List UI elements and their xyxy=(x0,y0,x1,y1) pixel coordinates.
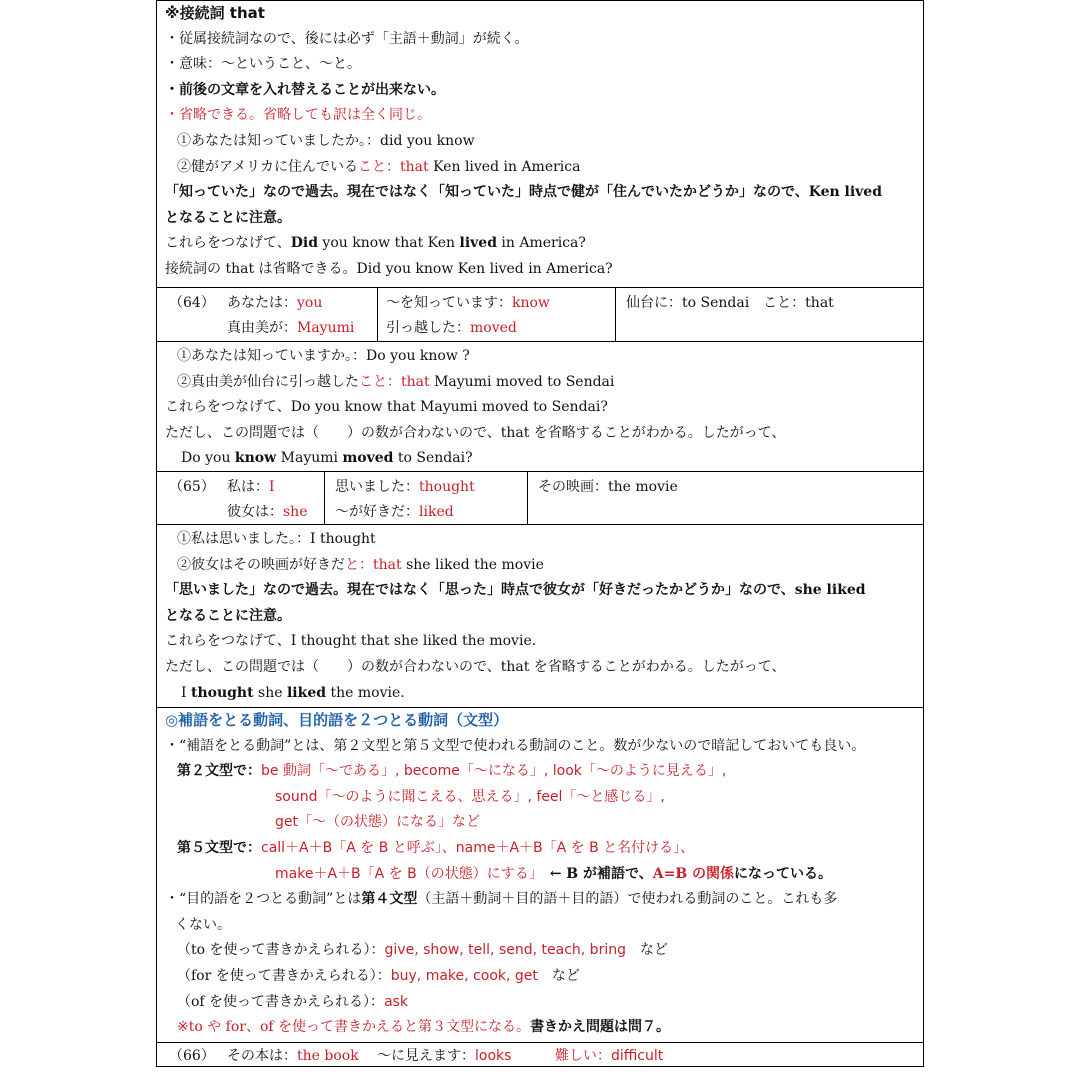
text: the movie. xyxy=(326,684,405,701)
text-line xyxy=(165,155,923,181)
text-line-bold: となることに注意。 xyxy=(165,607,291,624)
text: Do you xyxy=(181,450,235,467)
text: ②健がアメリカに住んでいる xyxy=(177,158,359,175)
question-number: （65） xyxy=(169,479,215,495)
word-answer: liked xyxy=(419,504,454,520)
text-bold: 第５文型で： xyxy=(177,839,261,856)
text-line xyxy=(165,964,923,990)
word-answer: she xyxy=(283,504,308,520)
word-cell xyxy=(157,288,378,341)
text-line xyxy=(165,446,923,472)
word-answer: difficult xyxy=(611,1048,664,1064)
word-label: 真由美が： xyxy=(227,320,297,336)
text-line xyxy=(165,990,923,1016)
word-answer: Mayumi xyxy=(297,320,355,336)
text: ②真由美が仙台に引っ越した xyxy=(177,373,359,390)
text-bold: Did xyxy=(290,235,318,252)
text-line xyxy=(165,938,923,964)
text-line-bold: 「思いました」なので過去。現在ではなく「思った」時点で彼女が「好きだったかどうか」なので、she liked xyxy=(165,582,866,599)
word-answer: the book xyxy=(297,1048,359,1064)
text-red: こと：that xyxy=(358,158,429,175)
text-line xyxy=(165,836,923,862)
word-label: 難しい： xyxy=(555,1048,611,1064)
text-line xyxy=(165,759,923,785)
text-bold: moved xyxy=(342,450,394,467)
text: これらをつなげて、 xyxy=(165,235,291,252)
word-label: 仙台に：to Sendai こと：that xyxy=(626,295,834,311)
text-line-red: sound「～のように聞こえる、思える」, feel「～と感じる」, xyxy=(275,788,665,805)
text: she xyxy=(253,684,287,701)
text-bold: になっている。 xyxy=(734,865,833,882)
section-explanation-65 xyxy=(157,525,923,708)
word-label: 思いました： xyxy=(335,479,419,495)
word-cell xyxy=(378,288,616,341)
text: I xyxy=(181,684,191,701)
text-line xyxy=(165,681,923,707)
text-line xyxy=(165,862,923,888)
word-answer: looks xyxy=(475,1048,512,1064)
text-line: 接続詞の that は省略できる。Did you know Ken lived in America? xyxy=(165,260,613,277)
text-bold: know xyxy=(234,450,277,467)
text: など xyxy=(537,967,580,984)
text-line: ①私は思いました。：I thought xyxy=(177,531,376,547)
text-red: こと：that xyxy=(359,373,430,390)
text: ・“目的語を２つとる動詞”とは xyxy=(165,891,362,908)
text: （主語＋動詞＋目的語＋目的語）で使われる動詞のこと。これも多 xyxy=(417,891,838,908)
word-answer: moved xyxy=(470,320,517,336)
word-label: ～に見えます： xyxy=(377,1048,475,1064)
text-red: ※to や for、of を使って書きかえると第３文型になる。 xyxy=(177,1019,531,1036)
text-line-bold: ・前後の文章を入れ替えることが出来ない。 xyxy=(165,81,445,98)
text-bold: thought xyxy=(190,684,254,701)
text-line: ・従属接続詞なので、後には必ず「主語＋動詞」が続く。 xyxy=(165,30,529,47)
word-answer: know xyxy=(512,295,550,311)
word-table-64 xyxy=(157,288,923,342)
text-line: ①あなたは知っていますか。：Do you know ? xyxy=(177,348,470,364)
text-red: make＋A＋B「A を B（の状態）にする」 xyxy=(275,865,536,882)
question-number: （66） xyxy=(169,1048,215,1064)
text: Ken lived in America xyxy=(428,158,581,175)
text-line xyxy=(165,887,923,913)
word-table-66 xyxy=(157,1043,923,1067)
text-line: ただし、この問題では（ ）の数が合わないので、that を省略することがわかる。したがって、 xyxy=(165,424,786,441)
word-label: ～が好きだ： xyxy=(335,504,419,520)
text-red: ask xyxy=(384,993,409,1010)
text: she liked the movie xyxy=(401,556,544,573)
text-line: これらをつなげて、I thought that she liked the movie. xyxy=(165,633,537,650)
word-label: 彼女は： xyxy=(227,504,283,520)
text: to Sendai? xyxy=(393,450,473,467)
word-answer: you xyxy=(297,295,323,311)
word-cell xyxy=(157,472,325,524)
word-answer: I xyxy=(269,479,275,495)
text-line: これらをつなげて、Do you know that Mayumi moved to Sendai? xyxy=(165,399,608,416)
text-line-bold: となることに注意。 xyxy=(165,209,291,226)
text-line: くない。 xyxy=(175,916,231,933)
text-red: と：that xyxy=(345,556,402,573)
text-red: buy, make, cook, get xyxy=(390,967,538,984)
text-bold: liked xyxy=(286,684,327,701)
section-that-conjunction xyxy=(157,1,923,288)
word-label: 私は： xyxy=(227,479,269,495)
word-label: あなたは： xyxy=(227,295,297,311)
text-bold: 書きかえ問題は問７。 xyxy=(530,1019,671,1036)
text: Mayumi moved to Sendai xyxy=(429,373,615,390)
text: （of を使って書きかえられる）： xyxy=(177,993,385,1010)
text: ②彼女はその映画が好きだ xyxy=(177,556,345,573)
word-cell xyxy=(325,472,528,524)
word-label: その映画：the movie xyxy=(538,479,678,495)
text-red: be 動詞「～である」, become「～になる」, look「～のように見える」, xyxy=(261,763,727,780)
text-line xyxy=(165,553,923,579)
text-line xyxy=(165,370,923,396)
word-cell xyxy=(616,288,923,341)
text-red: give, show, tell, send, teach, bring xyxy=(384,942,626,959)
section-explanation-64 xyxy=(157,342,923,472)
text-bold: lived xyxy=(459,235,497,252)
text-line-red: ・省略できる。省略しても訳は全く同じ。 xyxy=(165,107,431,124)
text-bold: 第２文型で： xyxy=(177,763,261,780)
word-label: 引っ越した： xyxy=(386,320,470,336)
word-table-65 xyxy=(157,472,923,525)
text: you know that Ken xyxy=(317,235,460,252)
text-line xyxy=(165,1015,923,1041)
text: Mayumi xyxy=(276,450,343,467)
section-verb-patterns xyxy=(157,708,923,1043)
section-title: ※接続詞 that xyxy=(165,4,265,22)
word-label: ～を知っています： xyxy=(386,295,512,311)
text-line: ただし、この問題では（ ）の数が合わないので、that を省略することがわかる。したがって、 xyxy=(165,658,786,675)
text: （to を使って書きかえられる）： xyxy=(177,942,385,959)
word-label: その本は： xyxy=(227,1048,297,1064)
text-line: ・意味：～ということ、～と。 xyxy=(165,56,361,73)
text: （for を使って書きかえられる）： xyxy=(177,967,391,984)
question-number: （64） xyxy=(169,295,215,311)
word-answer: thought xyxy=(419,479,475,495)
word-row xyxy=(157,1043,923,1067)
text-line-bold: 「知っていた」なので過去。現在ではなく「知っていた」時点で健が「住んでいたかどうか」なので、Ken lived xyxy=(165,184,883,201)
text-line xyxy=(165,231,923,257)
text-bold: ← B が補語で、 xyxy=(535,865,653,882)
text: など xyxy=(625,942,668,959)
text: in America? xyxy=(496,235,586,252)
text-bold: 第４文型 xyxy=(361,891,418,908)
text-line: ①あなたは知っていましたか。：did you know xyxy=(177,132,475,149)
text-red: call＋A＋B「A を B と呼ぶ」、name＋A＋B「A を B と名付ける」、 xyxy=(261,839,695,856)
worksheet xyxy=(156,0,924,1067)
word-cell xyxy=(528,472,923,524)
text-bold-red: A=B の関係 xyxy=(652,865,735,882)
text-line-red: get「～（の状態）になる」など xyxy=(275,814,480,831)
text-line: ・“補語をとる動詞”とは、第２文型と第５文型で使われる動詞のこと。数が少ないので暗記しておいても良い。 xyxy=(165,737,866,754)
section-title: ◎補語をとる動詞、目的語を２つとる動詞（文型） xyxy=(165,711,509,729)
